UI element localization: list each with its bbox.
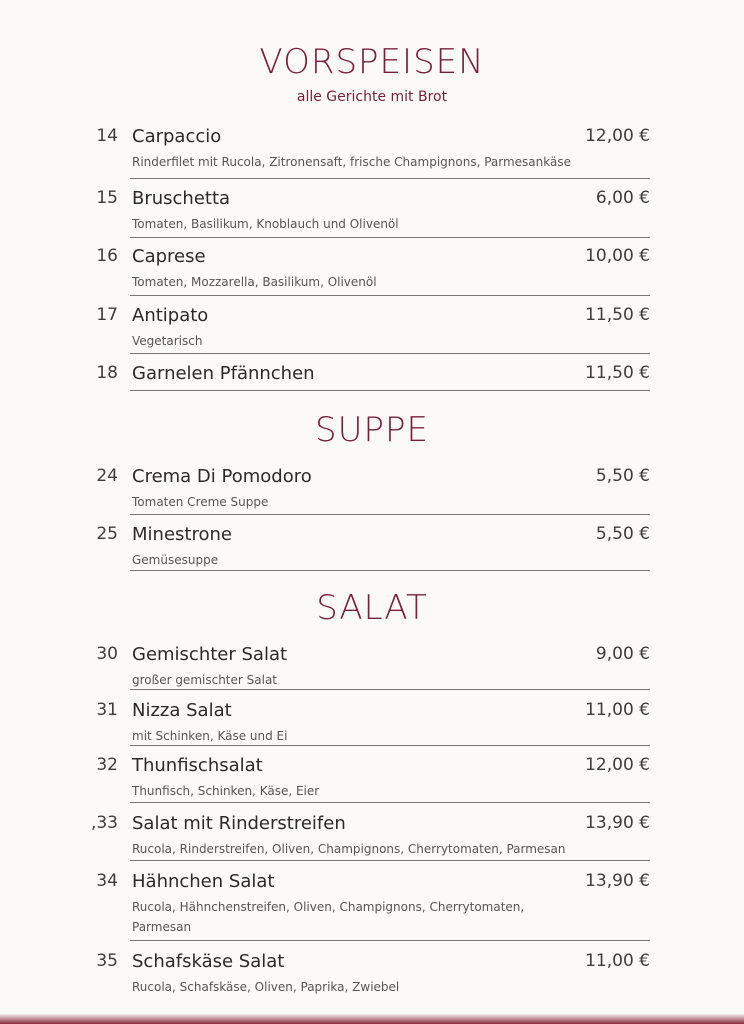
item-price: 12,00 €	[585, 126, 650, 146]
item-description: großer gemischter Salat	[132, 673, 277, 687]
item-number: 31	[96, 700, 118, 720]
section-title-suppe: SUPPE	[315, 410, 429, 450]
divider	[130, 295, 650, 296]
item-number: 14	[96, 126, 118, 146]
divider	[130, 570, 650, 571]
item-description: Thunfisch, Schinken, Käse, Eier	[132, 784, 320, 798]
item-description: Rinderfilet mit Rucola, Zitronensaft, frische Champignons, Parmesankäse	[132, 155, 571, 169]
item-name: Hähnchen Salat	[132, 871, 275, 892]
divider	[130, 390, 650, 391]
item-number: 25	[96, 524, 118, 544]
item-name: Crema Di Pomodoro	[132, 466, 312, 487]
item-description: Rucola, Hähnchenstreifen, Oliven, Champignons, Cherrytomaten, Parmesan	[132, 900, 525, 934]
item-price: 11,50 €	[585, 363, 650, 383]
item-description: Gemüsesuppe	[132, 553, 219, 567]
divider	[130, 689, 650, 690]
item-number: 30	[96, 644, 118, 664]
divider	[130, 860, 650, 861]
item-number: 24	[96, 466, 118, 486]
divider	[130, 940, 650, 941]
item-price: 11,00 €	[585, 700, 650, 720]
item-price: 11,50 €	[585, 305, 650, 325]
divider	[130, 178, 650, 179]
item-price: 13,90 €	[585, 813, 650, 833]
item-price: 5,50 €	[595, 466, 650, 486]
item-number: 17	[96, 305, 118, 325]
item-description: mit Schinken, Käse und Ei	[132, 729, 288, 743]
item-number: 15	[96, 188, 118, 208]
item-price: 12,00 €	[585, 755, 650, 775]
item-price: 11,00 €	[585, 951, 650, 971]
item-price: 9,00 €	[595, 644, 650, 664]
item-name: Minestrone	[132, 524, 232, 545]
item-description: Tomaten, Basilikum, Knoblauch und Olivenöl	[132, 217, 399, 231]
item-description: Tomaten Creme Suppe	[132, 495, 269, 509]
divider	[130, 514, 650, 515]
page-edge	[0, 1014, 744, 1024]
divider	[130, 745, 650, 746]
item-name: Gemischter Salat	[132, 644, 288, 665]
item-description: Rucola, Schafskäse, Oliven, Paprika, Zwiebel	[132, 980, 400, 994]
item-number: 34	[96, 871, 118, 891]
section-title-salat: SALAT	[316, 588, 428, 628]
item-description: Tomaten, Mozzarella, Basilikum, Olivenöl	[132, 275, 377, 289]
item-name: Nizza Salat	[132, 700, 232, 721]
item-name: Thunfischsalat	[132, 755, 263, 776]
item-description: Vegetarisch	[132, 334, 203, 348]
item-number: 16	[96, 246, 118, 266]
item-price: 6,00 €	[595, 188, 650, 208]
item-price: 13,90 €	[585, 871, 650, 891]
divider	[130, 353, 650, 354]
item-number: 18	[96, 363, 118, 383]
divider	[130, 802, 650, 803]
section-subtitle-vorspeisen: alle Gerichte mit Brot	[296, 89, 448, 105]
item-name: Schafskäse Salat	[132, 951, 285, 972]
item-name: Antipato	[132, 305, 209, 326]
item-name: Salat mit Rinderstreifen	[132, 813, 346, 834]
item-number: 32	[96, 755, 118, 775]
item-number: 35	[96, 951, 118, 971]
section-title-vorspeisen: VORSPEISEN	[259, 42, 485, 82]
item-price: 5,50 €	[595, 524, 650, 544]
item-price: 10,00 €	[585, 246, 650, 266]
divider	[130, 237, 650, 238]
item-name: Caprese	[132, 246, 206, 267]
item-name: Bruschetta	[132, 188, 231, 209]
item-description: Rucola, Rinderstreifen, Oliven, Champignons, Cherrytomaten, Parmesan	[132, 842, 566, 856]
item-number: ,33	[90, 813, 118, 833]
item-name: Garnelen Pfännchen	[132, 363, 315, 384]
item-name: Carpaccio	[132, 126, 222, 147]
